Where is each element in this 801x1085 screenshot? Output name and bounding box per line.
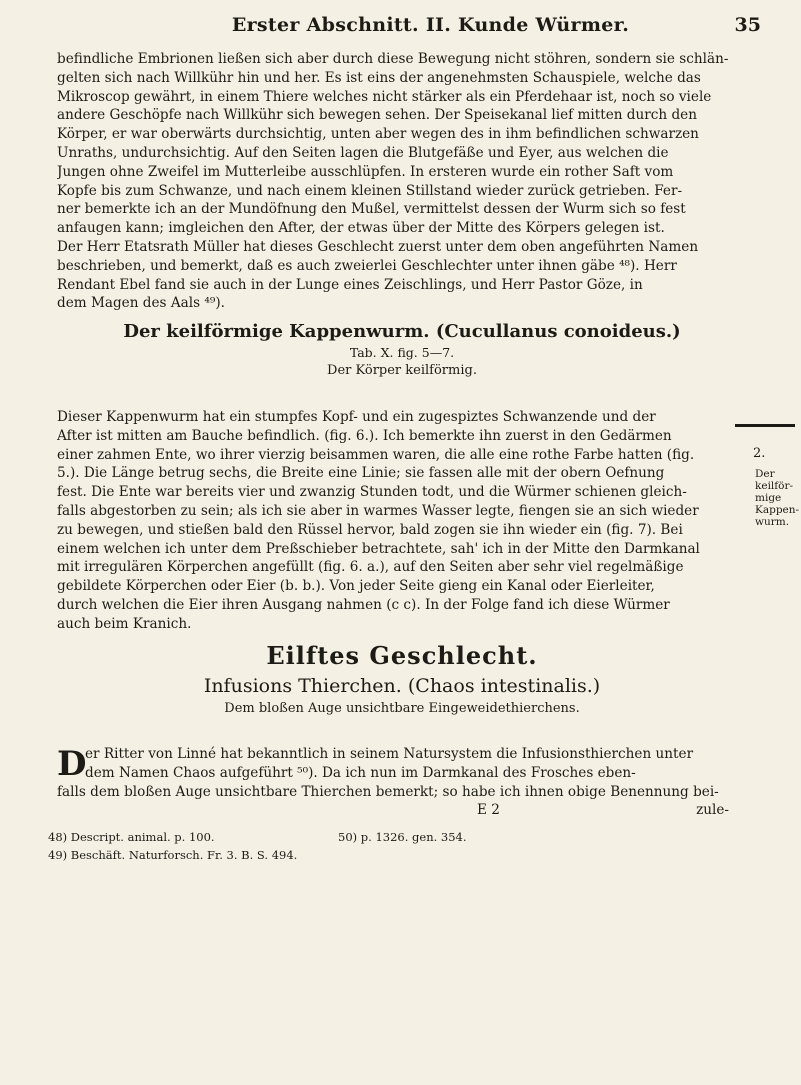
text-line: mit irregulären Körperchen angefüllt (fig. 6. a.), auf den Seiten aber sehr viel regelmäßige xyxy=(57,559,684,576)
text-line: falls abgestorben zu sein; als ich sie aber in warmes Wasser legte, fiengen sie an sich wieder xyxy=(57,502,699,519)
signature-mark: E 2 xyxy=(477,802,500,819)
plate-reference: Tab. X. fig. 5—7. xyxy=(349,345,455,360)
text-line: befindliche Embrionen ließen sich aber durch diese Bewegung nicht stöhren, sondern sie schlän- xyxy=(57,51,729,67)
genus-heading: Eilftes Geschlecht. xyxy=(266,641,538,670)
text-line: Mikroscop gewährt, in einem Thiere welches nicht stärker als ein Pferdehaar ist, noch so viele xyxy=(57,88,712,105)
text-line: Körper, er war oberwärts durchsichtig, unten aber wegen des in ihm befindlichen schwarzen xyxy=(57,126,699,143)
genus-subheading: Infusions Thierchen. (Chaos intestinalis.) xyxy=(203,675,601,697)
species-diagnosis: Der Körper keilförmig. xyxy=(327,363,477,378)
text-line: anfaugen kann; imgleichen den After, der etwas über der Mitte des Körpers gelegen ist. xyxy=(57,220,665,237)
text-line: Jungen ohne Zweifel im Mutterleibe ausschlüpfen. In ersteren wurde ein rother Saft vom xyxy=(57,163,674,180)
text-line: 5.). Die Länge betrug sechs, die Breite eine Linie; sie fassen alle mit der obern Oefnung xyxy=(57,465,665,482)
species-heading: Der keilförmige Kappenwurm. (Cucullanus conoideus.) xyxy=(123,321,681,342)
margin-rule xyxy=(735,424,795,427)
footnote-row xyxy=(48,828,748,846)
text-line: Rendant Ebel fand sie auch in der Lunge eines Zeischlings, und Herr Pastor Göze, in xyxy=(57,276,643,293)
species-title-block xyxy=(57,320,747,380)
page-header xyxy=(40,14,761,44)
text-line: Dieser Kappenwurm hat ein stumpfes Kopf- und ein zugespiztes Schwanzende und der xyxy=(57,409,656,425)
running-head: Erster Abschnitt. II. Kunde Würmer. xyxy=(231,14,630,36)
footnote-row xyxy=(48,846,748,864)
paragraph-infusion xyxy=(57,745,729,820)
drop-cap: D xyxy=(57,744,87,784)
margin-note xyxy=(755,468,801,528)
text-line: zu bewegen, und stießen bald den Rüssel hervor, bald zogen sie ihn wieder ein (fig. 7). Bei xyxy=(57,521,683,538)
signature-line xyxy=(57,801,729,820)
text-line: ner bemerkte ich an der Mundöfnung den Mußel, vermittelst dessen der Wurm sich so fest xyxy=(57,201,686,218)
text-line: dem Magen des Aals ⁴⁹). xyxy=(57,295,225,312)
footnotes xyxy=(48,828,748,864)
paragraph-embryos xyxy=(57,50,729,313)
text-line: Kopfe bis zum Schwanze, und nach einem kleinen Stillstand wieder zurück getrieben. Fer- xyxy=(57,182,683,199)
text-line: Der Herr Etatsrath Müller hat dieses Geschlecht zuerst unter dem oben angeführten Namen xyxy=(57,238,699,255)
text-line: Unraths, undurchsichtig. Auf den Seiten lagen die Blutgefäße und Eyer, aus welchen die xyxy=(57,144,669,161)
footnote-50: 50) p. 1326. gen. 354. xyxy=(338,830,467,844)
genus-title-block xyxy=(57,640,747,718)
text-line: fest. Die Ente war bereits vier und zwanzig Stunden todt, und die Würmer schienen gleich- xyxy=(57,484,687,501)
margin-number: 2. xyxy=(753,446,766,461)
text-line: einer zahmen Ente, wo ihrer vierzig beisammen waren, die alle eine rothe Farbe hatten (fig. xyxy=(57,446,695,463)
text-line: auch beim Kranich. xyxy=(57,615,192,632)
text-line: gelten sich nach Willkühr hin und her. Es ist eins der angenehmsten Schauspiele, welche das xyxy=(57,69,701,86)
text-line: beschrieben, und bemerkt, daß es auch zweierlei Geschlechter unter ihnen gäbe ⁴⁸). Herr xyxy=(57,257,677,274)
text-line: falls dem bloßen Auge unsichtbare Thierchen bemerkt; so habe ich ihnen obige Benennung bei- xyxy=(57,783,719,800)
genus-diagnosis: Dem bloßen Auge unsichtbare Eingeweidethierchens. xyxy=(224,701,580,716)
text-line: er Ritter von Linné hat bekanntlich in seinem Natursystem die Infusionsthierchen unter xyxy=(85,746,694,762)
text-line: gebildete Körperchen oder Eier (b. b.). Von jeder Seite gieng ein Kanal oder Eierleiter, xyxy=(57,578,655,595)
footnote-49: 49) Beschäft. Naturforsch. Fr. 3. B. S. 494. xyxy=(48,848,298,862)
margin-note-line: mige Kappen- xyxy=(755,492,800,516)
text-line: einem welchen ich unter dem Preßschieber betrachtete, sah' ich in der Mitte den Darmkanal xyxy=(57,540,700,557)
paragraph-kappenwurm xyxy=(57,408,727,634)
text-line: andere Geschöpfe nach Willkühr sich bewegen sehen. Der Speisekanal lief mitten durch den xyxy=(57,107,697,124)
margin-note-line: Der keilför- xyxy=(755,468,794,492)
footnote-48: 48) Descript. animal. p. 100. xyxy=(48,830,215,844)
margin-note-line: wurm. xyxy=(755,516,790,528)
catchword: zule- xyxy=(696,802,729,819)
page-number: 35 xyxy=(734,14,761,36)
text-line: dem Namen Chaos aufgeführt ⁵⁰). Da ich nun im Darmkanal des Frosches eben- xyxy=(85,764,636,781)
text-line: durch welchen die Eier ihren Ausgang nahmen (c c). In der Folge fand ich diese Würmer xyxy=(57,596,670,613)
text-line: After ist mitten am Bauche befindlich. (fig. 6.). Ich bemerkte ihn zuerst in den Gedärmen xyxy=(57,427,672,444)
